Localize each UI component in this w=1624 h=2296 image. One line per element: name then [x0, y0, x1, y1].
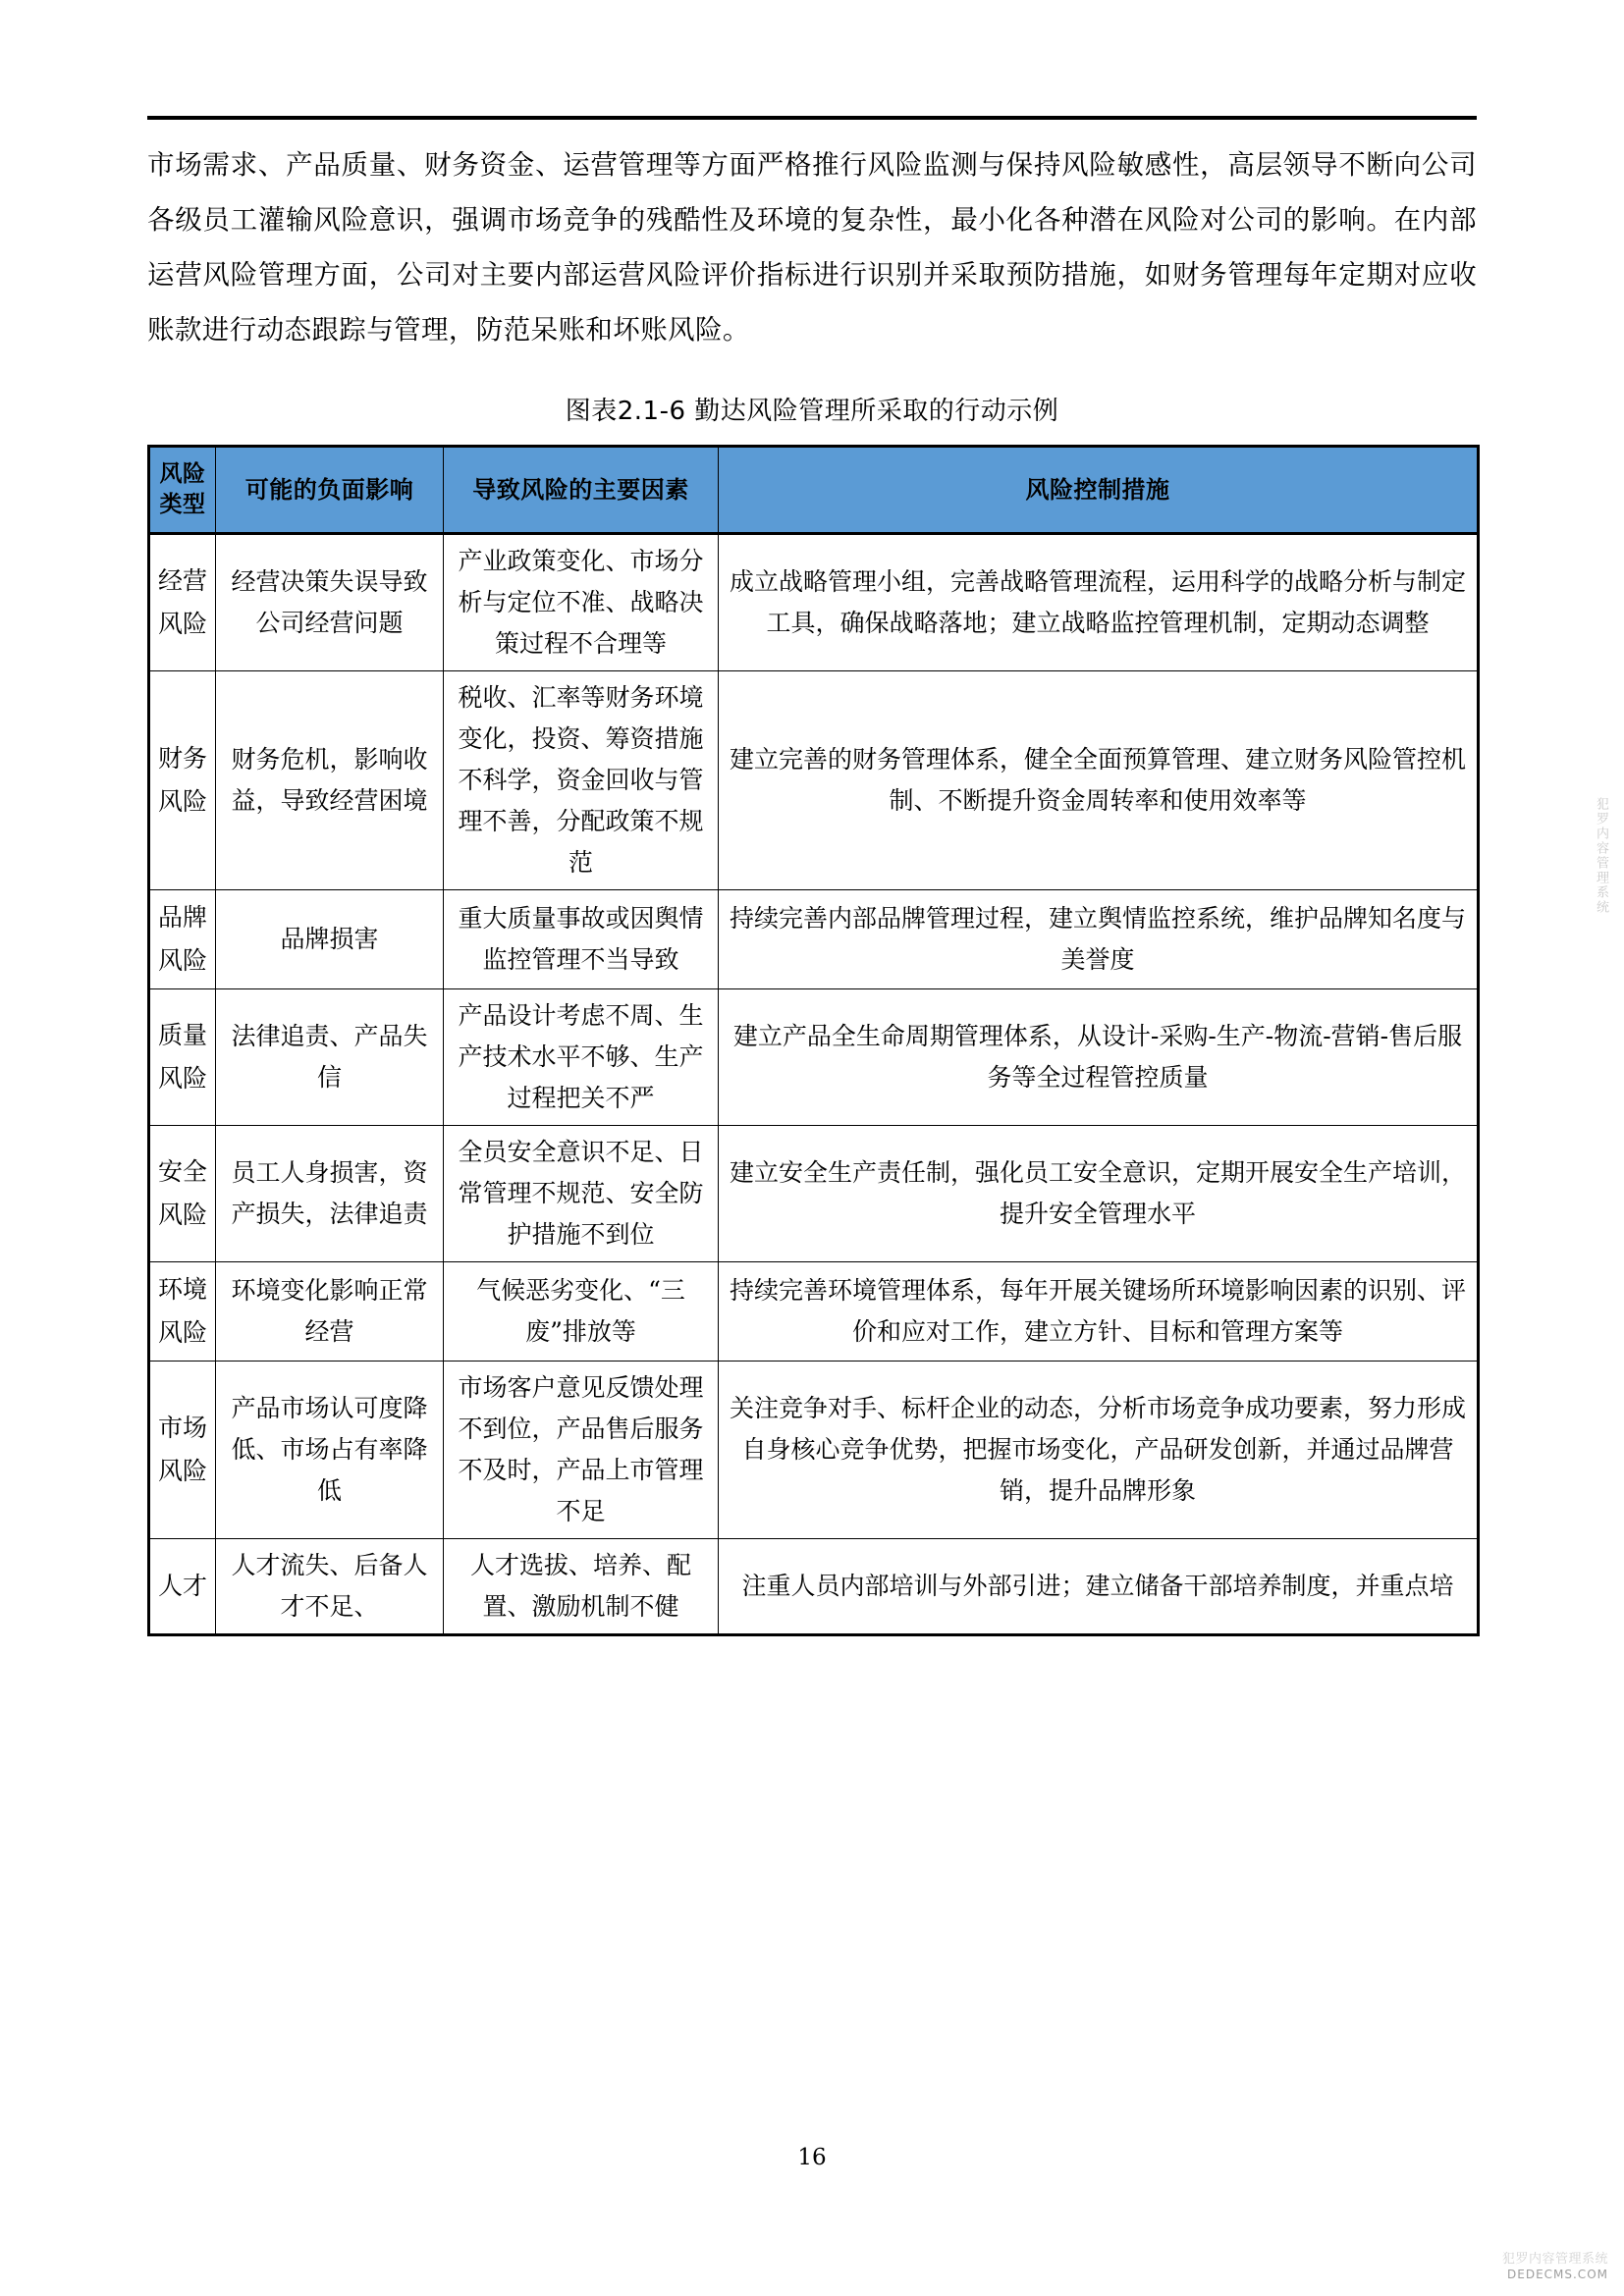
column-header-control-measures: 风险控制措施 [719, 447, 1479, 534]
cell-risk-type: 品牌风险 [149, 890, 216, 989]
watermark-corner-cn: 犯罗内容管理系统 [1501, 2251, 1608, 2267]
body-paragraph-block [147, 137, 1477, 357]
cell-main-factors: 人才选拔、培养、配置、激励机制不健 [444, 1539, 719, 1635]
cell-negative-impact: 人才流失、后备人才不足、 [216, 1539, 444, 1635]
table-row [149, 534, 1479, 671]
cell-negative-impact: 产品市场认可度降低、市场占有率降低 [216, 1362, 444, 1539]
table-body [149, 534, 1479, 1635]
cell-control-measures: 注重人员内部培训与外部引进；建立储备干部培养制度，并重点培 [719, 1539, 1479, 1635]
cell-control-measures: 建立产品全生命周期管理体系，从设计-采购-生产-物流-营销-售后服务等全过程管控质量 [719, 989, 1479, 1126]
column-header-main-factors: 导致风险的主要因素 [444, 447, 719, 534]
cell-control-measures: 关注竞争对手、标杆企业的动态，分析市场竞争成功要素，努力形成自身核心竞争优势，把握市场变化，产品研发创新，并通过品牌营销，提升品牌形象 [719, 1362, 1479, 1539]
cell-negative-impact: 环境变化影响正常经营 [216, 1262, 444, 1362]
cell-negative-impact: 法律追责、产品失信 [216, 989, 444, 1126]
cell-main-factors: 税收、汇率等财务环境变化，投资、筹资措施不科学，资金回收与管理不善，分配政策不规范 [444, 671, 719, 890]
table-header-row [149, 447, 1479, 534]
cell-negative-impact: 经营决策失误导致公司经营问题 [216, 534, 444, 671]
table-header [149, 447, 1479, 534]
cell-risk-type: 财务风险 [149, 671, 216, 890]
watermark-corner [1502, 2252, 1608, 2282]
column-header-negative-impact: 可能的负面影响 [216, 447, 444, 534]
cell-main-factors: 市场客户意见反馈处理不到位，产品售后服务不及时，产品上市管理不足 [444, 1362, 719, 1539]
cell-risk-type: 安全风险 [149, 1126, 216, 1262]
cell-control-measures: 成立战略管理小组，完善战略管理流程，运用科学的战略分析与制定工具，确保战略落地；建立战略监控管理机制，定期动态调整 [719, 534, 1479, 671]
risk-management-table [147, 445, 1480, 1636]
table-row [149, 1362, 1479, 1539]
cell-risk-type: 人才 [149, 1539, 216, 1635]
cell-control-measures: 建立安全生产责任制，强化员工安全意识，定期开展安全生产培训，提升安全管理水平 [719, 1126, 1479, 1262]
table-row [149, 989, 1479, 1126]
cell-main-factors: 产业政策变化、市场分析与定位不准、战略决策过程不合理等 [444, 534, 719, 671]
cell-main-factors: 产品设计考虑不周、生产技术水平不够、生产过程把关不严 [444, 989, 719, 1126]
table-caption: 图表2.1-6 勤达风险管理所采取的行动示例 [565, 397, 1059, 426]
cell-risk-type: 环境风险 [149, 1262, 216, 1362]
body-paragraph: 市场需求、产品质量、财务资金、运营管理等方面严格推行风险监测与保持风险敏感性，高层领导不断向公司各级员工灌输风险意识，强调市场竞争的残酷性及环境的复杂性，最小化各种潜在风险对公司的影响。在内部运营风险管理方面，公司对主要内部运营风险评价指标进行识别并采取预防措施，如财务管理每年定期对应收账款进行动态跟踪与管理，防范呆账和坏账风险。 [147, 149, 1477, 346]
table-row [149, 1126, 1479, 1262]
page-number: 16 [797, 2145, 827, 2170]
table-row [149, 1262, 1479, 1362]
cell-control-measures: 持续完善环境管理体系，每年开展关键场所环境影响因素的识别、评价和应对工作，建立方针、目标和管理方案等 [719, 1262, 1479, 1362]
column-header-risk-type: 风险类型 [149, 447, 216, 534]
cell-main-factors: 全员安全意识不足、日常管理不规范、安全防护措施不到位 [444, 1126, 719, 1262]
watermark-side: 犯罗内容管理系统 [1594, 797, 1608, 915]
table-row [149, 671, 1479, 890]
cell-negative-impact: 品牌损害 [216, 890, 444, 989]
table-row [149, 1539, 1479, 1635]
cell-negative-impact: 员工人身损害，资产损失，法律追责 [216, 1126, 444, 1262]
cell-control-measures: 持续完善内部品牌管理过程，建立舆情监控系统，维护品牌知名度与美誉度 [719, 890, 1479, 989]
table-row [149, 890, 1479, 989]
watermark-corner-en: DEDECMS.COM [1507, 2268, 1608, 2281]
cell-risk-type: 市场风险 [149, 1362, 216, 1539]
header-rule [147, 116, 1477, 120]
cell-main-factors: 气候恶劣变化、“三废”排放等 [444, 1262, 719, 1362]
page-content [147, 0, 1477, 1636]
cell-main-factors: 重大质量事故或因舆情监控管理不当导致 [444, 890, 719, 989]
cell-negative-impact: 财务危机，影响收益，导致经营困境 [216, 671, 444, 890]
cell-risk-type: 经营风险 [149, 534, 216, 671]
cell-control-measures: 建立完善的财务管理体系，健全全面预算管理、建立财务风险管控机制、不断提升资金周转率和使用效率等 [719, 671, 1479, 890]
cell-risk-type: 质量风险 [149, 989, 216, 1126]
